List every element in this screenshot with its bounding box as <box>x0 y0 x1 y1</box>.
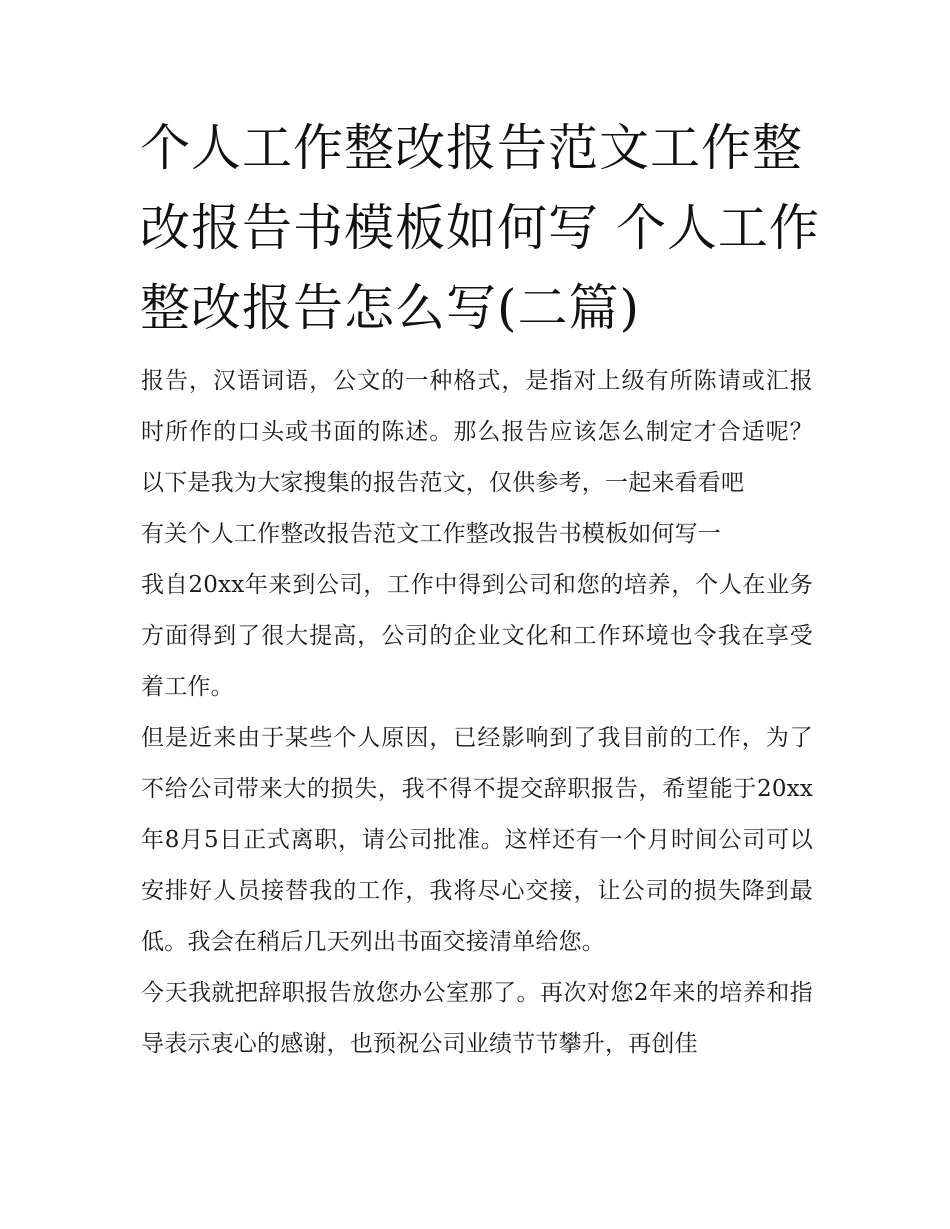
paragraph-section-heading: 有关个人工作整改报告范文工作整改报告书模板如何写一 <box>141 521 721 547</box>
paragraph-thanks: 今天我就把辞职报告放您办公室那了。再次对您2年来的培养和指导表示衷心的感谢，也预祝公司业绩节节攀升，再创佳 <box>141 980 813 1057</box>
paragraph-resignation: 但是近来由于某些个人原因，已经影响到了我目前的工作，为了不给公司带来大的损失，我不得不提交辞职报告，希望能于20xx年8月5日正式离职，请公司批准。这样还有一个月时间公司可以安排好人员接替我的工作，我将尽心交接，让公司的损失降到最低。我会在稍后几天列出书面交接清单给您。 <box>141 725 813 955</box>
paragraph-joined-company: 我自20xx年来到公司，工作中得到公司和您的培养，个人在业务方面得到了很大提高，公司的企业文化和工作环境也令我在享受着工作。 <box>141 572 813 700</box>
document-title: 个人工作整改报告范文工作整改报告书模板如何写 个人工作整改报告怎么写(二篇) <box>140 119 820 337</box>
document-body <box>141 356 813 1070</box>
paragraph-intro: 报告，汉语词语，公文的一种格式，是指对上级有所陈请或汇报时所作的口头或书面的陈述。那么报告应该怎么制定才合适呢？以下是我为大家搜集的报告范文，仅供参考，一起来看看吧 <box>141 368 813 496</box>
